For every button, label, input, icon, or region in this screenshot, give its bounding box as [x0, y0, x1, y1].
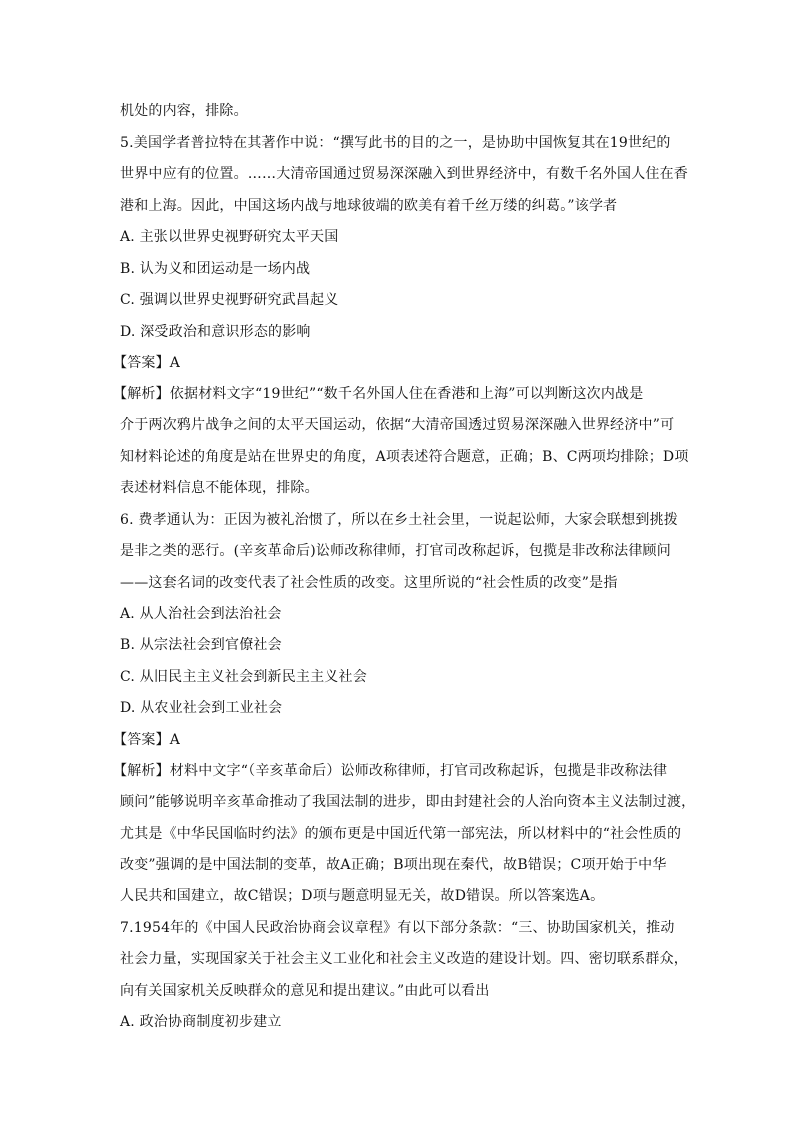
question-6-stem: 6. 费孝通认为：正因为被礼治惯了，所以在乡土社会里，一说起讼师，大家会联想到挑拨 — [120, 512, 679, 528]
question-7-stem: 7.1954年的《中国人民政治协商会议章程》有以下部分条款：“三、协助国家机关，推动 — [120, 920, 675, 936]
text-line: 介于两次鸦片战争之间的太平天国运动，依据“大清帝国透过贸易深深融入世界经济中”可 — [120, 417, 675, 433]
text-line: ——这套名词的改变代表了社会性质的改变。这里所说的“社会性质的改变”是指 — [120, 575, 618, 591]
text-line: 世界中应有的位置。……大清帝国通过贸易深深融入到世界经济中，有数千名外国人住在香 — [120, 166, 688, 182]
text-line: 顾问”能够说明辛亥革命推动了我国法制的进步，即由封建社会的人治向资本主义法制过渡， — [120, 794, 696, 810]
option-a: A. 政治协商制度初步建立 — [120, 1014, 282, 1030]
option-b: B. 从宗法社会到官僚社会 — [120, 637, 282, 653]
text-line: 向有关国家机关反映群众的意见和提出建议。”由此可以看出 — [120, 983, 490, 999]
option-d: D. 深受政治和意识形态的影响 — [120, 324, 311, 340]
option-b: B. 认为义和团运动是一场内战 — [120, 261, 311, 277]
answer-label: 【答案】A — [113, 355, 181, 371]
text-line: 表述材料信息不能体现，排除。 — [120, 480, 319, 496]
text-line: 机处的内容，排除。 — [120, 103, 248, 119]
text-line: 港和上海。因此，中国这场内战与地球彼端的欧美有着千丝万缕的纠葛。”该学者 — [120, 198, 618, 214]
analysis-paragraph: 【解析】依据材料文字“19世纪”“数千名外国人住在香港和上海”可以判断这次内战是 — [113, 386, 644, 402]
option-a: A. 主张以世界史视野研究太平天国 — [120, 229, 339, 245]
option-a: A. 从人治社会到法治社会 — [120, 606, 282, 622]
text-line: 人民共和国建立，故C错误；D项与题意明显无关，故D错误。所以答案选A。 — [120, 888, 605, 904]
text-line: 社会力量，实现国家关于社会主义工业化和社会主义改造的建设计划。四、密切联系群众， — [120, 951, 688, 967]
text-line: 是非之类的恶行。(辛亥革命后)讼师改称律师，打官司改称起诉，包揽是非改称法律顾问 — [120, 543, 671, 559]
text-line: 知材料论述的角度是站在世界史的角度，A项表述符合题意，正确；B、C两项均排除；D项 — [120, 449, 689, 465]
answer-label: 【答案】A — [113, 732, 181, 748]
question-5-stem: 5.美国学者普拉特在其著作中说：“撰写此书的目的之一，是协助中国恢复其在19世纪的 — [120, 135, 671, 151]
option-c: C. 强调以世界史视野研究武昌起义 — [120, 292, 339, 308]
analysis-paragraph: 【解析】材料中文字“（辛亥革命后）讼师改称律师，打官司改称起诉，包揽是非改称法律 — [113, 763, 668, 779]
text-line: 改变”强调的是中国法制的变革，故A正确；B项出现在秦代，故B错误；C项开始于中华 — [120, 857, 667, 873]
option-d: D. 从农业社会到工业社会 — [120, 700, 283, 716]
option-c: C. 从旧民主主义社会到新民主主义社会 — [120, 669, 367, 685]
text-line: 尤其是《中华民国临时约法》的颁布更是中国近代第一部宪法，所以材料中的“社会性质的 — [120, 826, 682, 842]
